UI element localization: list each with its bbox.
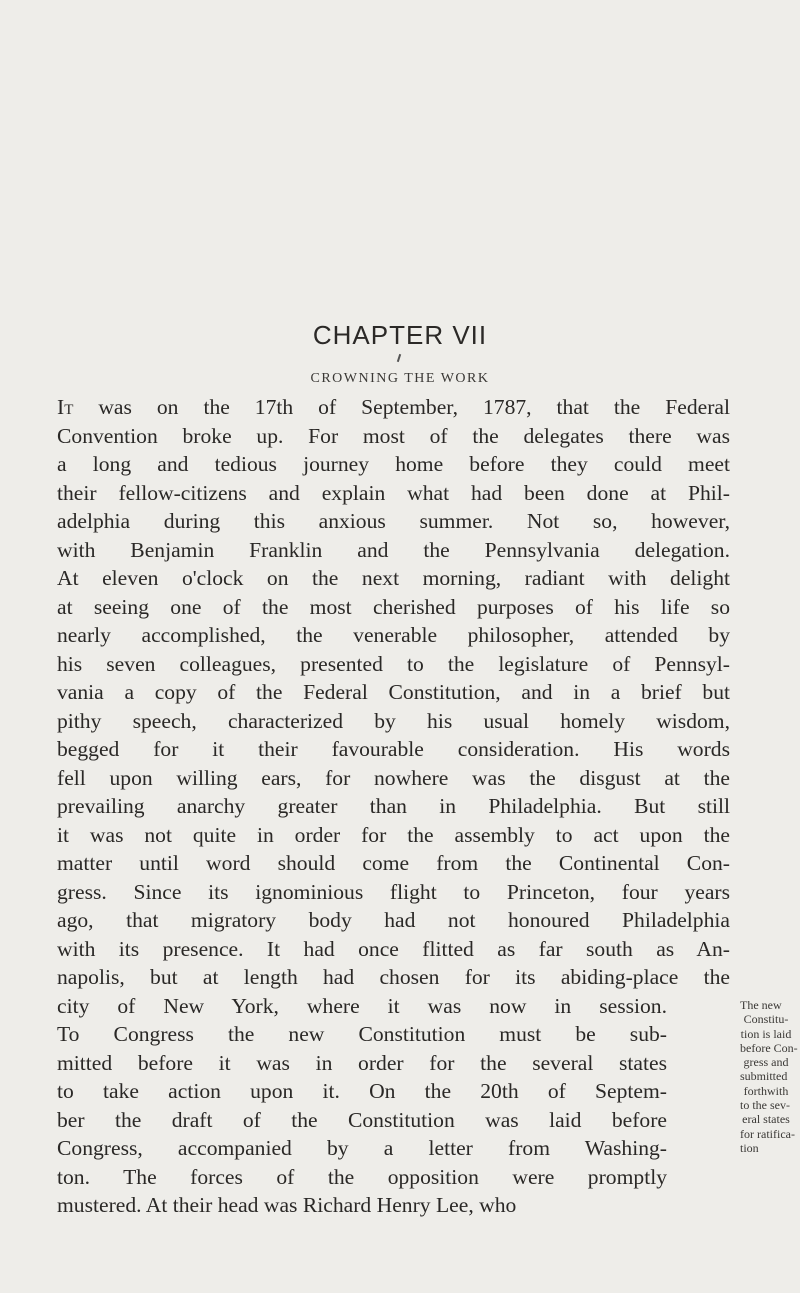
- body-line: adelphia during this anxious summer. Not so, however,: [57, 509, 730, 533]
- body-line: with its presence. It had once flitted as far south as An-: [57, 936, 730, 961]
- body-line: mitted before it was in order for the several states: [57, 1050, 667, 1075]
- chapter-subtitle: CROWNING THE WORK: [310, 371, 490, 386]
- margin-note-line: tion is laid: [740, 1026, 792, 1041]
- body-line: fell upon willing ears, for nowhere was the disgust at the: [57, 765, 730, 790]
- body-line: napolis, but at length had chosen for its abiding-place the: [57, 965, 730, 989]
- body-line: at seeing one of the most cherished purposes of his life so: [57, 594, 730, 619]
- body-line: ber the draft of the Constitution was laid before: [57, 1107, 667, 1132]
- print-mark: [397, 354, 401, 362]
- body-line: matter until word should come from the Continental Con-: [57, 851, 730, 875]
- body-line: city of New York, where it was now in session.: [57, 993, 667, 1018]
- body-line: nearly accomplished, the venerable philosopher, attended by: [57, 623, 730, 647]
- body-line: It was on the 17th of September, 1787, that the Federal: [57, 395, 730, 419]
- body-line: pithy speech, characterized by his usual homely wisdom,: [57, 708, 730, 733]
- margin-note-line: tion: [740, 1140, 759, 1155]
- margin-note: [740, 998, 800, 1155]
- body-line: a long and tedious journey home before they could meet: [57, 452, 730, 476]
- body-line: prevailing anarchy greater than in Philadelphia. But still: [57, 794, 730, 818]
- margin-note-line: Constitu-: [743, 1012, 789, 1027]
- drop-word: It: [57, 395, 74, 419]
- body-line: ago, that migratory body had not honoured Philadelphia: [57, 908, 730, 932]
- body-line: mustered. At their head was Richard Henry Lee, who: [57, 1193, 517, 1217]
- margin-note-line: to the sev-: [740, 1098, 790, 1113]
- margin-note-line: before Con-: [740, 1040, 798, 1055]
- body-line: his seven colleagues, presented to the legislature of Pennsyl-: [57, 651, 730, 676]
- body-line: At eleven o'clock on the next morning, radiant with delight: [57, 566, 730, 590]
- margin-note-line: submitted: [740, 1069, 788, 1084]
- margin-note-line: forthwith: [743, 1083, 789, 1098]
- body-line: ton. The forces of the opposition were promptly: [57, 1164, 667, 1189]
- body-line: Convention broke up. For most of the delegates there was: [57, 423, 730, 448]
- margin-note-line: eral states: [742, 1112, 790, 1127]
- body-line: gress. Since its ignominious flight to Princeton, four years: [57, 879, 730, 904]
- margin-note-line: for ratifica-: [740, 1126, 795, 1141]
- body-line: begged for it their favourable consideration. His words: [57, 737, 730, 761]
- margin-note-line: gress and: [743, 1055, 789, 1070]
- body-line: with Benjamin Franklin and the Pennsylvania delegation.: [57, 537, 730, 562]
- body-line: To Congress the new Constitution must be sub-: [57, 1022, 667, 1046]
- body-line: Congress, accompanied by a letter from Washing-: [57, 1136, 667, 1160]
- body-line: it was not quite in order for the assembly to act upon the: [57, 822, 730, 847]
- chapter-title: CHAPTER VII: [312, 320, 488, 350]
- body-line: vania a copy of the Federal Constitution, and in a brief but: [57, 680, 730, 704]
- body-line: their fellow-citizens and explain what had been done at Phil-: [57, 480, 730, 505]
- margin-note-line: The new: [740, 998, 782, 1012]
- body-line: to take action upon it. On the 20th of Septem-: [57, 1079, 667, 1103]
